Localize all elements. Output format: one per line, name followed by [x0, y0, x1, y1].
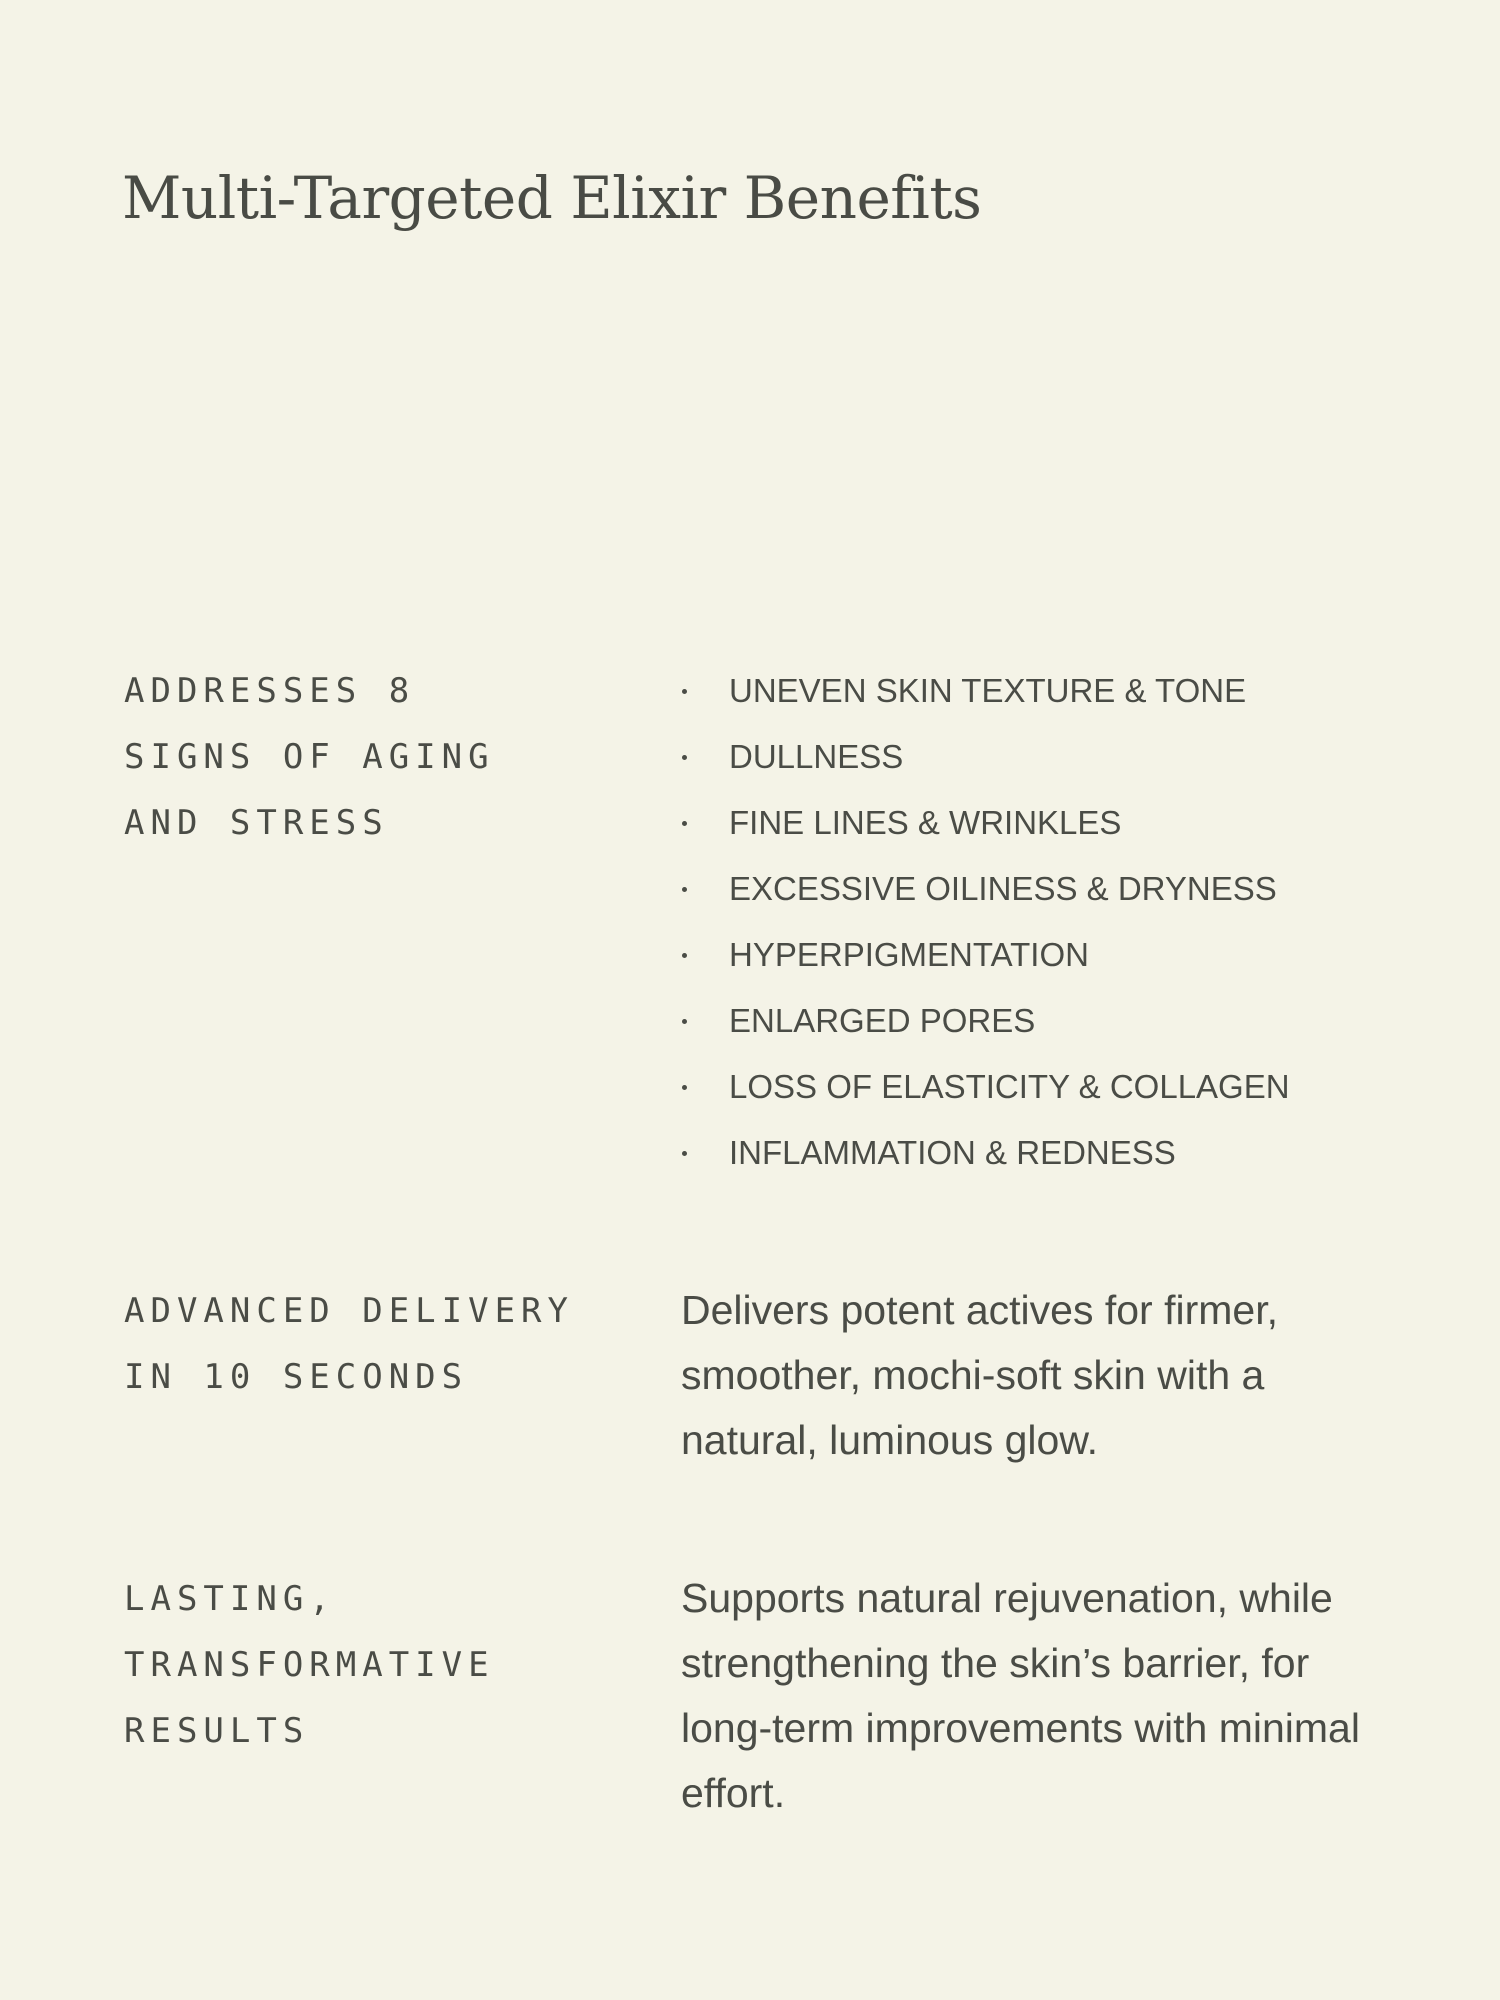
list-item — [682, 922, 1290, 988]
bullet-icon — [682, 953, 687, 958]
bullet-icon — [682, 887, 687, 892]
list-item — [682, 724, 1290, 790]
section-label-line: ADDRESSES 8 — [124, 671, 416, 711]
list-item-text: UNEVEN SKIN TEXTURE & TONE — [729, 672, 1247, 709]
section-label-line: SIGNS OF AGING — [124, 737, 495, 777]
page-title: Multi-Targeted Elixir Benefits — [122, 164, 982, 232]
list-item-text: FINE LINES & WRINKLES — [729, 804, 1122, 841]
section-label-line: LASTING, — [124, 1579, 336, 1619]
list-item-text: EXCESSIVE OILINESS & DRYNESS — [729, 870, 1277, 907]
bullet-icon — [682, 821, 687, 826]
list-item — [682, 856, 1290, 922]
section-label-line: TRANSFORMATIVE — [124, 1645, 495, 1685]
bullet-icon — [682, 689, 687, 694]
list-item — [682, 790, 1290, 856]
list-item-text: INFLAMMATION & REDNESS — [729, 1134, 1176, 1171]
section-description: Delivers potent actives for firmer, smoother, mochi-soft skin with a natural, luminous glow. — [681, 1287, 1278, 1463]
section-label — [124, 1566, 644, 1764]
section-label-line: AND STRESS — [124, 803, 389, 843]
list-item — [682, 1054, 1290, 1120]
section-description: Supports natural rejuvenation, while strengthening the skin’s barrier, for long-term improvements with minimal effort. — [681, 1575, 1360, 1816]
section-label — [124, 658, 644, 856]
list-item — [682, 1120, 1290, 1186]
section-label-line: RESULTS — [124, 1711, 310, 1751]
list-item-text: HYPERPIGMENTATION — [729, 936, 1089, 973]
bullet-icon — [682, 1019, 687, 1024]
bullet-icon — [682, 1151, 687, 1156]
bullet-icon — [682, 1085, 687, 1090]
list-item-text: ENLARGED PORES — [729, 1002, 1036, 1039]
list-item — [682, 988, 1290, 1054]
section-label-line: ADVANCED DELIVERY — [124, 1291, 574, 1331]
list-item — [682, 658, 1290, 724]
bullet-icon — [682, 755, 687, 760]
signs-list — [682, 658, 1290, 1186]
section-label-line: IN 10 SECONDS — [124, 1357, 469, 1397]
list-item-text: DULLNESS — [729, 738, 904, 775]
list-item-text: LOSS OF ELASTICITY & COLLAGEN — [729, 1068, 1290, 1105]
section-label — [124, 1278, 644, 1410]
